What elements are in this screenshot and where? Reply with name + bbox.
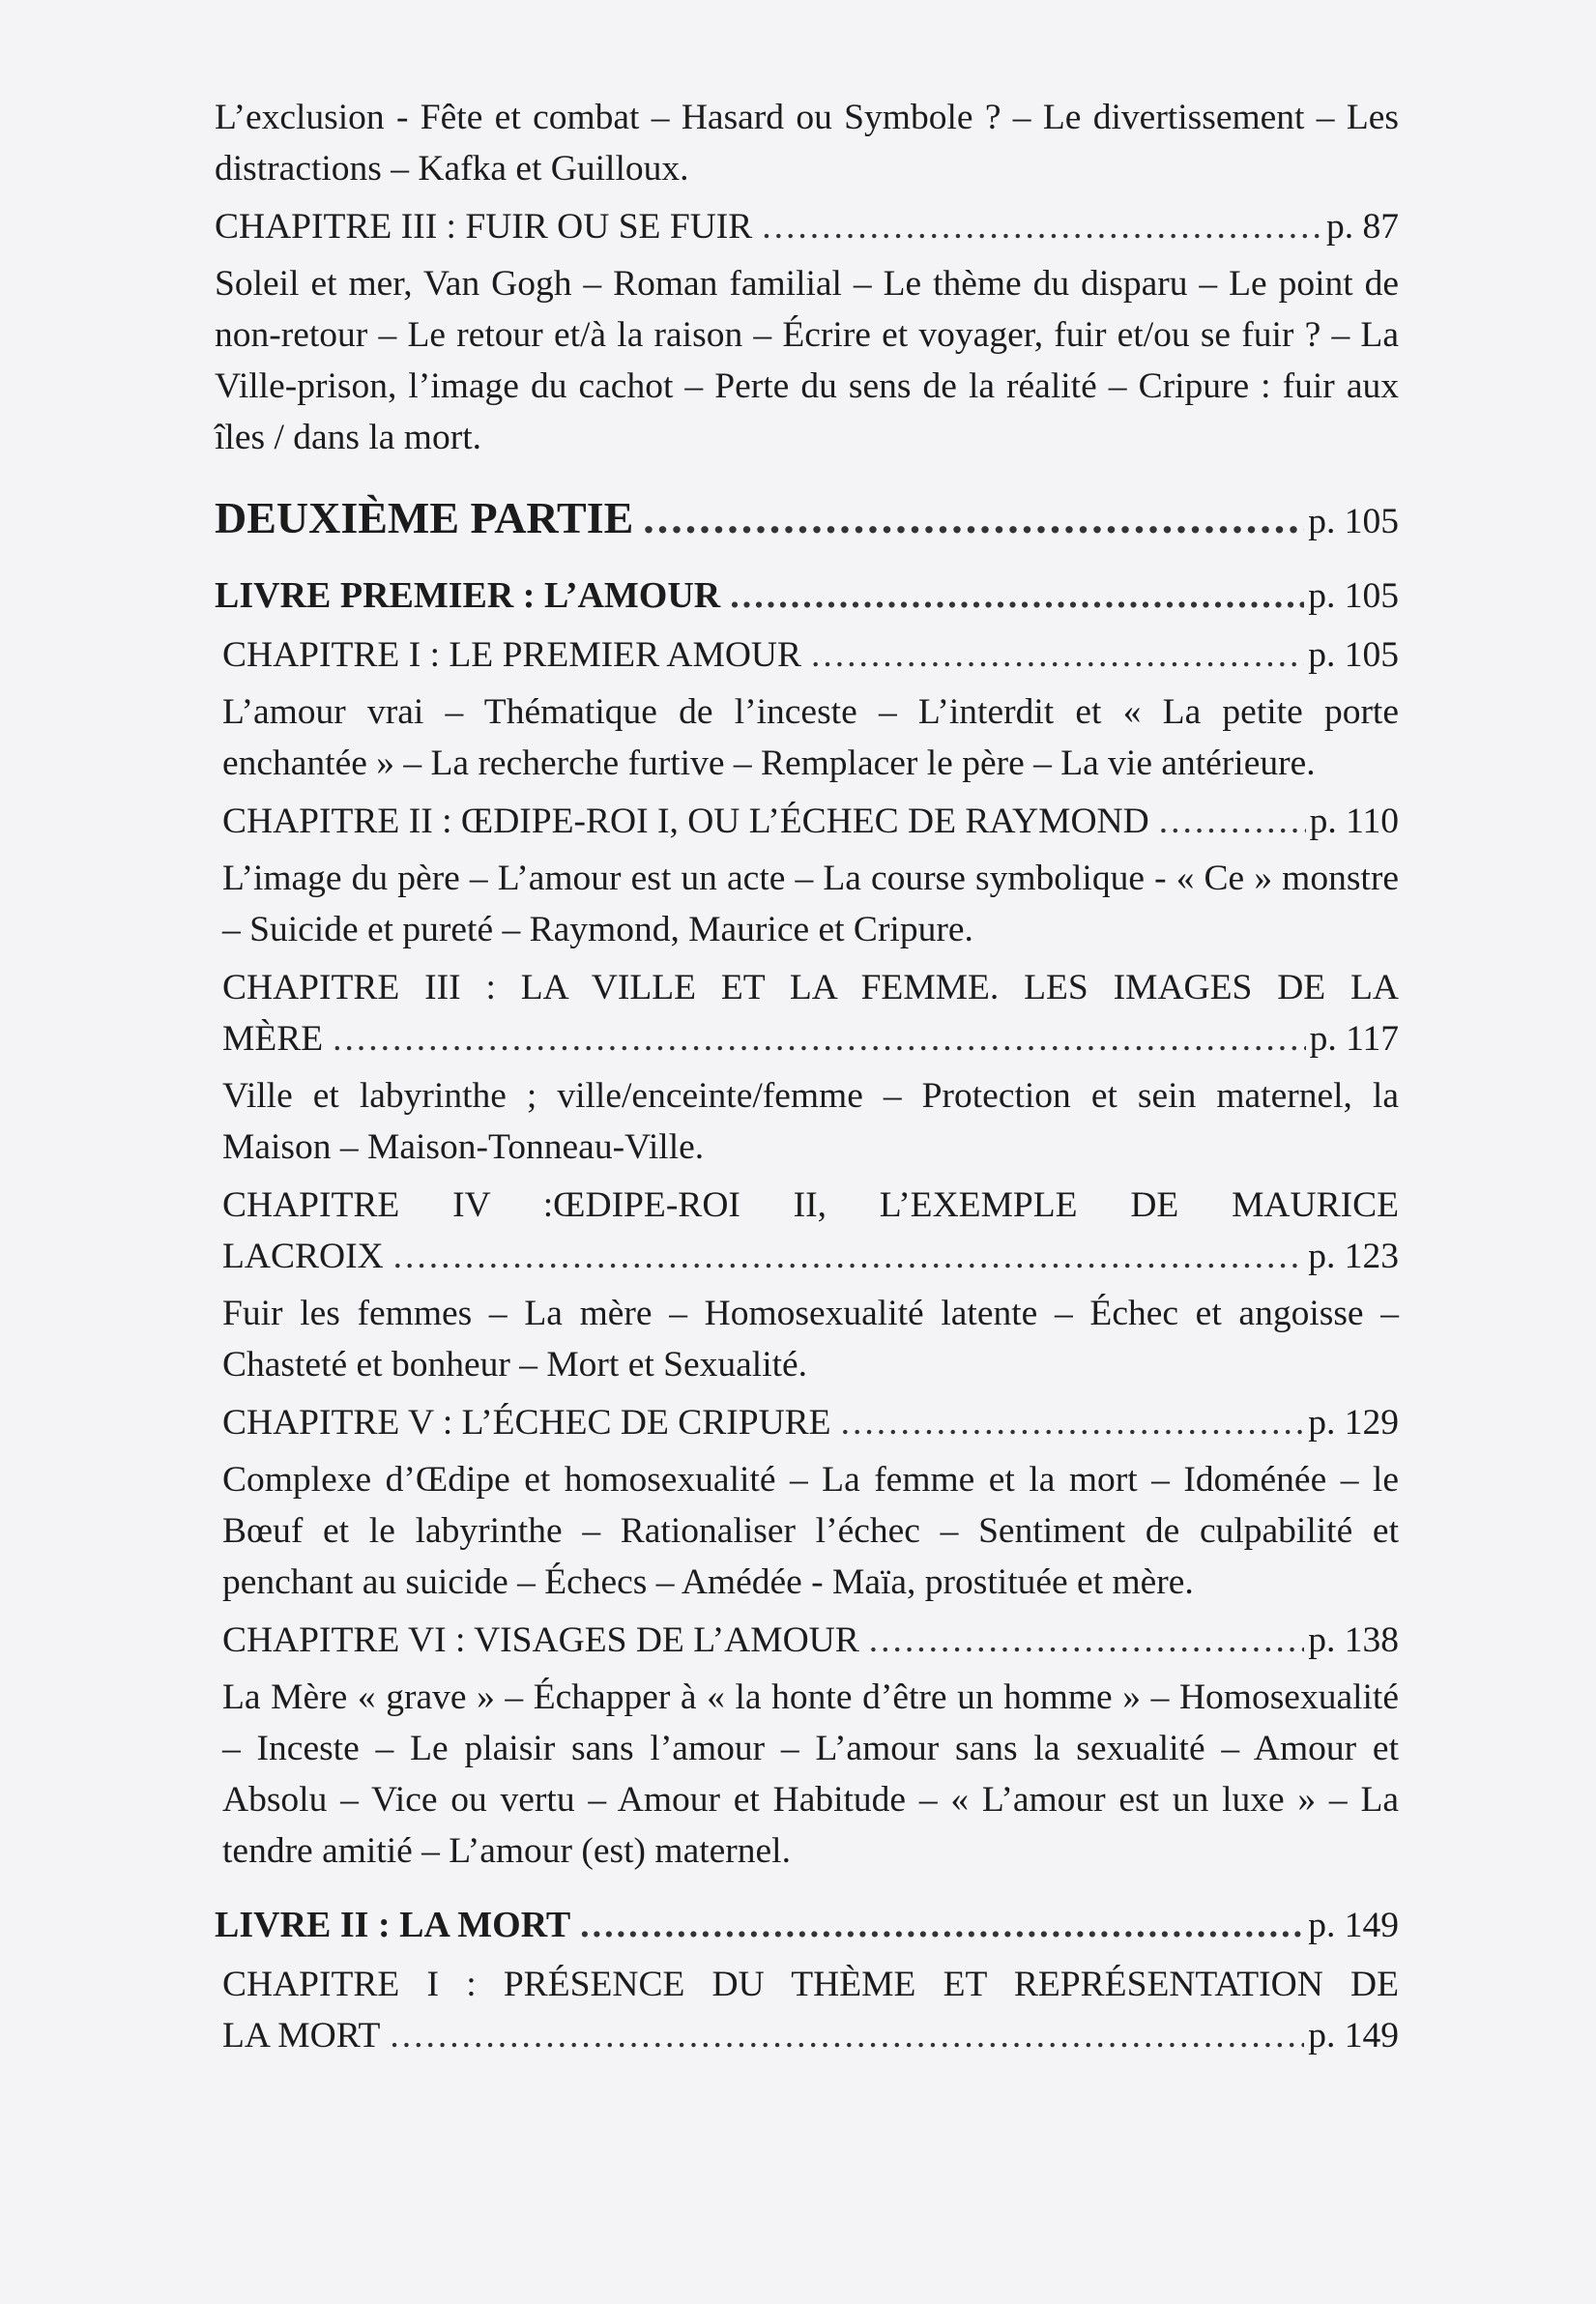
entry-page: p. 105 xyxy=(1308,576,1399,616)
toc-entry-l1-chapitre-6 xyxy=(215,1615,1399,1666)
dot-leader xyxy=(869,1615,1305,1666)
toc-entry-deuxieme-partie xyxy=(215,492,1399,547)
dot-leader xyxy=(390,2010,1304,2061)
toc-entry-l1-chapitre-1 xyxy=(215,629,1399,681)
entry-label-line-2: LA MORT xyxy=(222,2016,381,2056)
toc-entry-chapitre-3 xyxy=(215,201,1399,252)
entry-page: p. 149 xyxy=(1308,1906,1399,1945)
entry-label: CHAPITRE V : L’ÉCHEC DE CRIPURE xyxy=(222,1403,831,1443)
summary-oedipe-1: L’image du père – L’amour est un acte – La course symbolique - « Ce » monstre – Suicide et pureté – Raymond, Maurice et Cripure. xyxy=(222,859,1399,949)
entry-label: CHAPITRE I : LE PREMIER AMOUR xyxy=(222,635,801,675)
entry-page: p. 105 xyxy=(1308,502,1399,541)
toc-entry-l1-chapitre-2 xyxy=(215,796,1399,847)
dot-leader xyxy=(643,492,1304,543)
entry-label: CHAPITRE III : FUIR OU SE FUIR xyxy=(215,207,753,247)
entry-label: CHAPITRE II : ŒDIPE-ROI I, OU L’ÉCHEC DE RAYMOND xyxy=(222,802,1149,841)
entry-label: CHAPITRE VI : VISAGES DE L’AMOUR xyxy=(222,1620,859,1660)
summary-visages-amour: La Mère « grave » – Échapper à « la honte d’être un homme » – Homosexualité – Inceste – Le plaisir sans l’amour – L’amour sans la sexualité – Amour et Absolu – Vice ou vertu – Amour et Habitude – « L’amour est un luxe » – La tendre amitié – L’amour (est) maternel. xyxy=(222,1677,1399,1871)
toc-entry-l1-chapitre-4 xyxy=(215,1180,1399,1282)
dot-leader xyxy=(333,1013,1305,1065)
dot-leader xyxy=(841,1397,1305,1448)
entry-label: DEUXIÈME PARTIE xyxy=(215,493,634,542)
dot-leader xyxy=(730,570,1304,622)
dot-leader xyxy=(1159,796,1306,847)
entry-page: p. 138 xyxy=(1308,1620,1399,1660)
entry-label: LIVRE II : LA MORT xyxy=(215,1905,571,1945)
dot-leader xyxy=(393,1231,1305,1282)
summary-fuir: Soleil et mer, Van Gogh – Roman familial – Le thème du disparu – Le point de non-retour – Le retour et/à la raison – Écrire et voyager, fuir et/ou se fuir ? – La Ville-prison, l’image du cachot – Perte du sens de la réalité – Cripure : fuir aux îles / dans la mort. xyxy=(215,264,1399,457)
entry-label-line-2: MÈRE xyxy=(222,1019,324,1059)
dot-leader xyxy=(811,629,1304,681)
summary-exclusion: L’exclusion - Fête et combat – Hasard ou Symbole ? – Le divertissement – Les distractions – Kafka et Guilloux. xyxy=(215,98,1399,189)
entry-label-line-1: CHAPITRE IV :ŒDIPE-ROI II, L’EXEMPLE DE MAURICE xyxy=(222,1185,1399,1225)
entry-page: p. 117 xyxy=(1309,1019,1399,1059)
summary-ville-femme: Ville et labyrinthe ; ville/enceinte/femme – Protection et sein maternel, la Maison – Maison-Tonneau-Ville. xyxy=(222,1076,1399,1167)
toc-entry-l2-chapitre-1 xyxy=(215,1959,1399,2061)
toc-entry-livre-premier xyxy=(215,570,1399,622)
summary-echec-cripure: Complexe d’Œdipe et homosexualité – La femme et la mort – Idoménée – le Bœuf et le labyrinthe – Rationaliser l’échec – Sentiment de culpabilité et penchant au suicide – Échecs – Amédée - Maïa, prostituée et mère. xyxy=(222,1460,1399,1602)
summary-oedipe-2: Fuir les femmes – La mère – Homosexualité latente – Échec et angoisse – Chasteté et bonheur – Mort et Sexualité. xyxy=(222,1294,1399,1385)
entry-page: p. 123 xyxy=(1308,1237,1399,1276)
entry-page: p. 110 xyxy=(1309,802,1399,841)
entry-line-2 xyxy=(222,1231,1399,1282)
dot-leader xyxy=(762,201,1322,252)
entry-page: p. 105 xyxy=(1308,635,1399,675)
entry-page: p. 129 xyxy=(1308,1403,1399,1443)
summary-premier-amour: L’amour vrai – Thématique de l’inceste – L’interdit et « La petite porte enchantée » – La recherche furtive – Remplacer le père – La vie antérieure. xyxy=(222,692,1399,783)
entry-label: LIVRE PREMIER : L’AMOUR xyxy=(215,575,721,616)
toc-entry-livre-2 xyxy=(215,1900,1399,1951)
entry-label-line-1: CHAPITRE I : PRÉSENCE DU THÈME ET REPRÉSENTATION DE xyxy=(222,1965,1399,2004)
dot-leader xyxy=(580,1900,1304,1951)
table-of-contents xyxy=(215,92,1399,2061)
entry-page: p. 87 xyxy=(1326,207,1399,247)
entry-label-line-1: CHAPITRE III : LA VILLE ET LA FEMME. LES IMAGES DE LA xyxy=(222,968,1399,1007)
entry-page: p. 149 xyxy=(1308,2016,1399,2056)
toc-entry-l1-chapitre-5 xyxy=(215,1397,1399,1448)
toc-entry-l1-chapitre-3 xyxy=(215,962,1399,1065)
entry-label-line-2: LACROIX xyxy=(222,1237,384,1276)
entry-line-2 xyxy=(222,1013,1399,1065)
entry-line-2 xyxy=(222,2010,1399,2061)
